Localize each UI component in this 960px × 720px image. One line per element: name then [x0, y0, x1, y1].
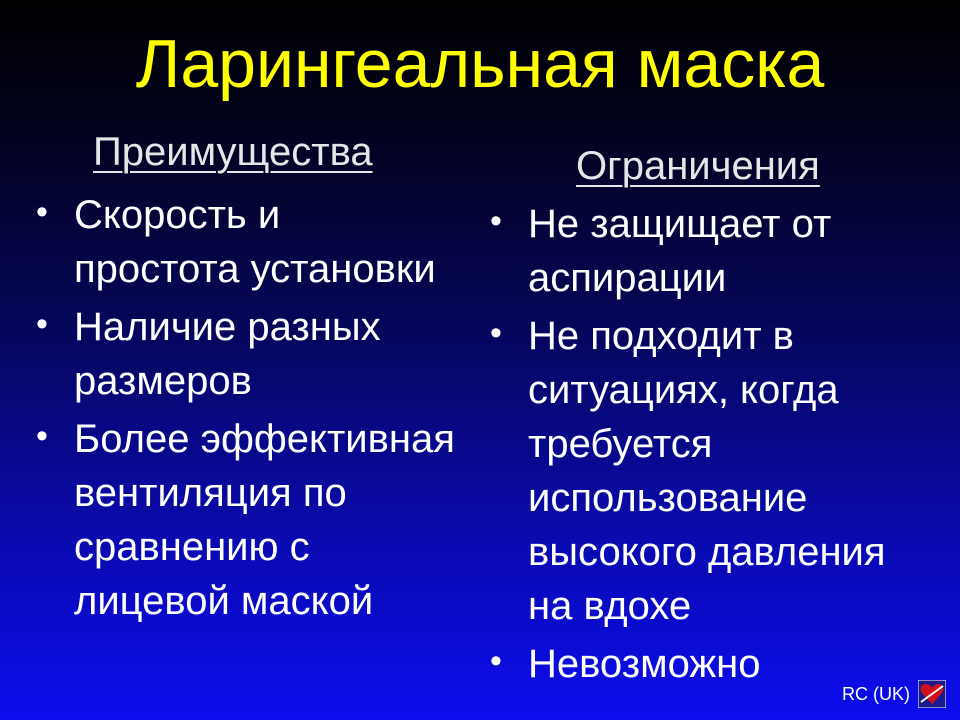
- list-item: [36, 188, 456, 296]
- list-item: [490, 197, 930, 305]
- limitations-list: [490, 197, 930, 695]
- advantage-text: Более эффективная вентиляция по сравнению с лицевой маской: [74, 417, 455, 623]
- advantages-list: [36, 188, 456, 632]
- advantage-text: Наличие разных размеров: [74, 305, 381, 403]
- list-item: [36, 300, 456, 408]
- limitation-text: Невозможно: [528, 642, 761, 686]
- bullet-icon: •: [490, 642, 502, 680]
- bullet-icon: •: [490, 202, 502, 240]
- advantages-heading: Преимущества: [93, 130, 373, 174]
- footer-label: RC (UK): [842, 684, 910, 704]
- bullet-icon: •: [36, 193, 48, 231]
- footer: [842, 680, 946, 708]
- list-item: [490, 309, 930, 633]
- list-item: [36, 412, 456, 628]
- bullet-icon: •: [490, 314, 502, 352]
- limitation-text: Не защищает от аспирации: [528, 202, 832, 300]
- limitation-text: Не подходит в ситуациях, когда требуется использование высокого давления на вдохе: [528, 314, 886, 628]
- heart-logo-icon: [918, 680, 946, 708]
- bullet-icon: •: [36, 417, 48, 455]
- slide-title: Ларингеальная маска: [135, 26, 825, 102]
- limitations-heading: Ограничения: [576, 144, 820, 188]
- advantage-text: Скорость и простота установки: [74, 193, 436, 291]
- bullet-icon: •: [36, 305, 48, 343]
